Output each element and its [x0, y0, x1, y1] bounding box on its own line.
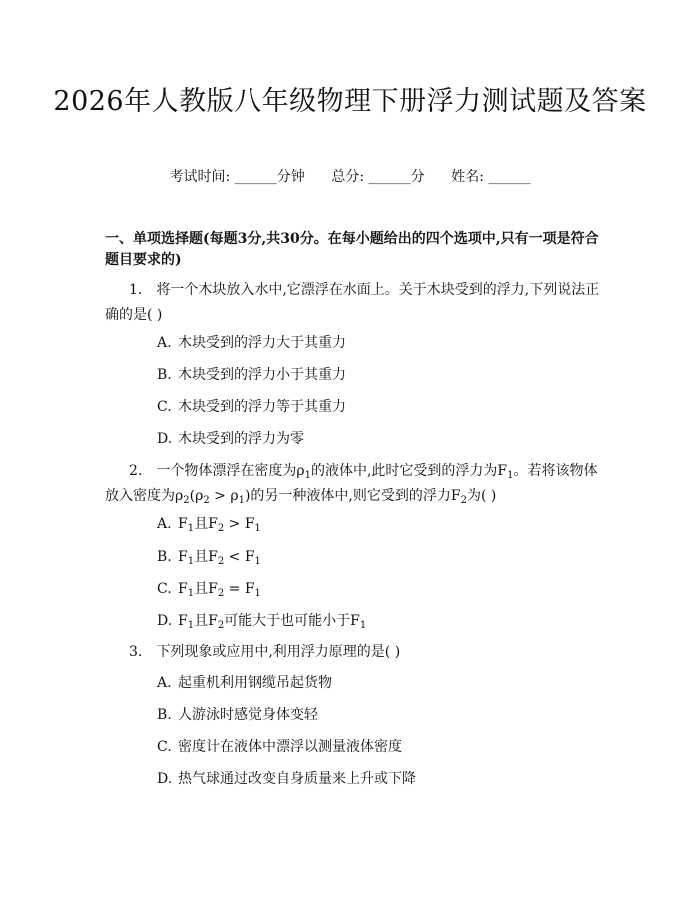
- option-letter: B.: [157, 367, 172, 383]
- stem-part: 的液体中,此时它受到的浮力为F: [310, 463, 508, 479]
- document-title: [0, 82, 700, 122]
- subscript: 1: [254, 523, 261, 534]
- option-text: 热气球通过改变自身质量来上升或下降: [178, 771, 416, 787]
- option-text: 人游泳时感觉身体变轻: [178, 707, 318, 723]
- option-text: 且F: [194, 549, 218, 565]
- option-letter: C.: [157, 399, 172, 415]
- q3-option-a: [157, 673, 332, 693]
- subscript: 2: [217, 620, 225, 631]
- option-text: F: [178, 549, 188, 565]
- subscript: 1: [304, 470, 311, 481]
- option-text: 木块受到的浮力小于其重力: [178, 367, 346, 383]
- option-text: 可能大于也可能小于F: [224, 613, 360, 629]
- subscript: 2: [183, 495, 190, 506]
- option-letter: B.: [157, 707, 172, 723]
- option-text: F: [178, 613, 188, 629]
- q2-option-b: [157, 547, 261, 567]
- time-unit: 分钟: [276, 169, 305, 185]
- option-text: > F: [224, 516, 255, 532]
- subscript: 1: [359, 620, 367, 631]
- question-2: [105, 459, 605, 509]
- subscript: 1: [254, 588, 261, 599]
- score-blank: ______: [368, 169, 411, 185]
- time-blank: ______: [234, 169, 277, 185]
- subscript: 1: [187, 523, 195, 534]
- option-text: 木块受到的浮力等于其重力: [178, 399, 346, 415]
- option-text: 且F: [194, 613, 218, 629]
- stem-part: > ρ: [209, 488, 239, 504]
- option-text: 密度计在液体中漂浮以测量液体密度: [178, 739, 402, 755]
- question-number: 1.: [129, 282, 143, 298]
- option-letter: A.: [157, 675, 172, 691]
- subscript: 1: [507, 470, 514, 481]
- subscript: 2: [217, 523, 225, 534]
- time-label: 考试时间:: [169, 169, 231, 185]
- question-stem: 将一个木块放入水中,它漂浮在水面上。关于木块受到的浮力,下列说法正确的是( ): [105, 282, 600, 323]
- option-letter: D.: [157, 613, 173, 629]
- q1-option-a: [157, 333, 346, 353]
- q1-option-c: [157, 397, 346, 417]
- stem-part: (ρ: [189, 488, 204, 504]
- stem-part: )的另一种液体中,则它受到的浮力F: [244, 488, 461, 504]
- stem-part: 一个物体漂浮在密度为ρ: [156, 463, 305, 479]
- option-letter: D.: [157, 771, 173, 787]
- score-label: 总分:: [331, 169, 365, 185]
- subscript: 2: [460, 495, 467, 506]
- question-number: 3.: [129, 644, 143, 660]
- option-text: 且F: [194, 516, 218, 532]
- option-text: < F: [224, 549, 255, 565]
- option-text: F: [178, 581, 188, 597]
- option-letter: A.: [157, 335, 172, 351]
- q3-option-c: [157, 737, 402, 757]
- stem-part: 。若将该物体放入密度为ρ: [105, 463, 598, 504]
- option-letter: C.: [157, 581, 172, 597]
- subscript: 2: [203, 495, 210, 506]
- question-number: 2.: [129, 463, 143, 479]
- option-text: 木块受到的浮力大于其重力: [178, 335, 346, 351]
- option-text: = F: [224, 581, 255, 597]
- name-blank: ______: [488, 169, 531, 185]
- subscript: 1: [238, 495, 245, 506]
- question-3: [105, 640, 605, 665]
- exam-meta-line: [0, 167, 700, 187]
- option-text: 且F: [194, 581, 218, 597]
- q1-option-b: [157, 365, 346, 385]
- subscript: 1: [187, 556, 195, 567]
- option-text: 起重机利用钢缆吊起货物: [178, 675, 332, 691]
- section-heading: [105, 229, 605, 271]
- q2-option-d: [157, 611, 366, 631]
- subscript: 2: [217, 556, 225, 567]
- subscript: 1: [187, 588, 195, 599]
- question-1: [105, 278, 605, 328]
- section-heading-text: 一、单项选择题(每题3分,共30分。在每小题给出的四个选项中,只有一项是符合题目要求的): [105, 231, 599, 268]
- q3-option-d: [157, 769, 416, 789]
- option-text: 木块受到的浮力为零: [178, 431, 304, 447]
- q2-option-c: [157, 579, 261, 599]
- q1-option-d: [157, 429, 304, 449]
- question-stem: 下列现象或应用中,利用浮力原理的是( ): [156, 644, 401, 660]
- name-label: 姓名:: [451, 169, 484, 185]
- q3-option-b: [157, 705, 318, 725]
- option-text: F: [178, 516, 188, 532]
- option-letter: C.: [157, 739, 172, 755]
- q2-option-a: [157, 514, 261, 534]
- stem-part: 为( ): [466, 488, 497, 504]
- subscript: 1: [187, 620, 195, 631]
- subscript: 1: [254, 556, 261, 567]
- option-letter: A.: [157, 516, 172, 532]
- option-letter: D.: [157, 431, 173, 447]
- score-unit: 分: [410, 169, 425, 185]
- option-letter: B.: [157, 549, 172, 565]
- subscript: 2: [217, 588, 225, 599]
- title-text: 2026年人教版八年级物理下册浮力测试题及答案: [53, 86, 647, 117]
